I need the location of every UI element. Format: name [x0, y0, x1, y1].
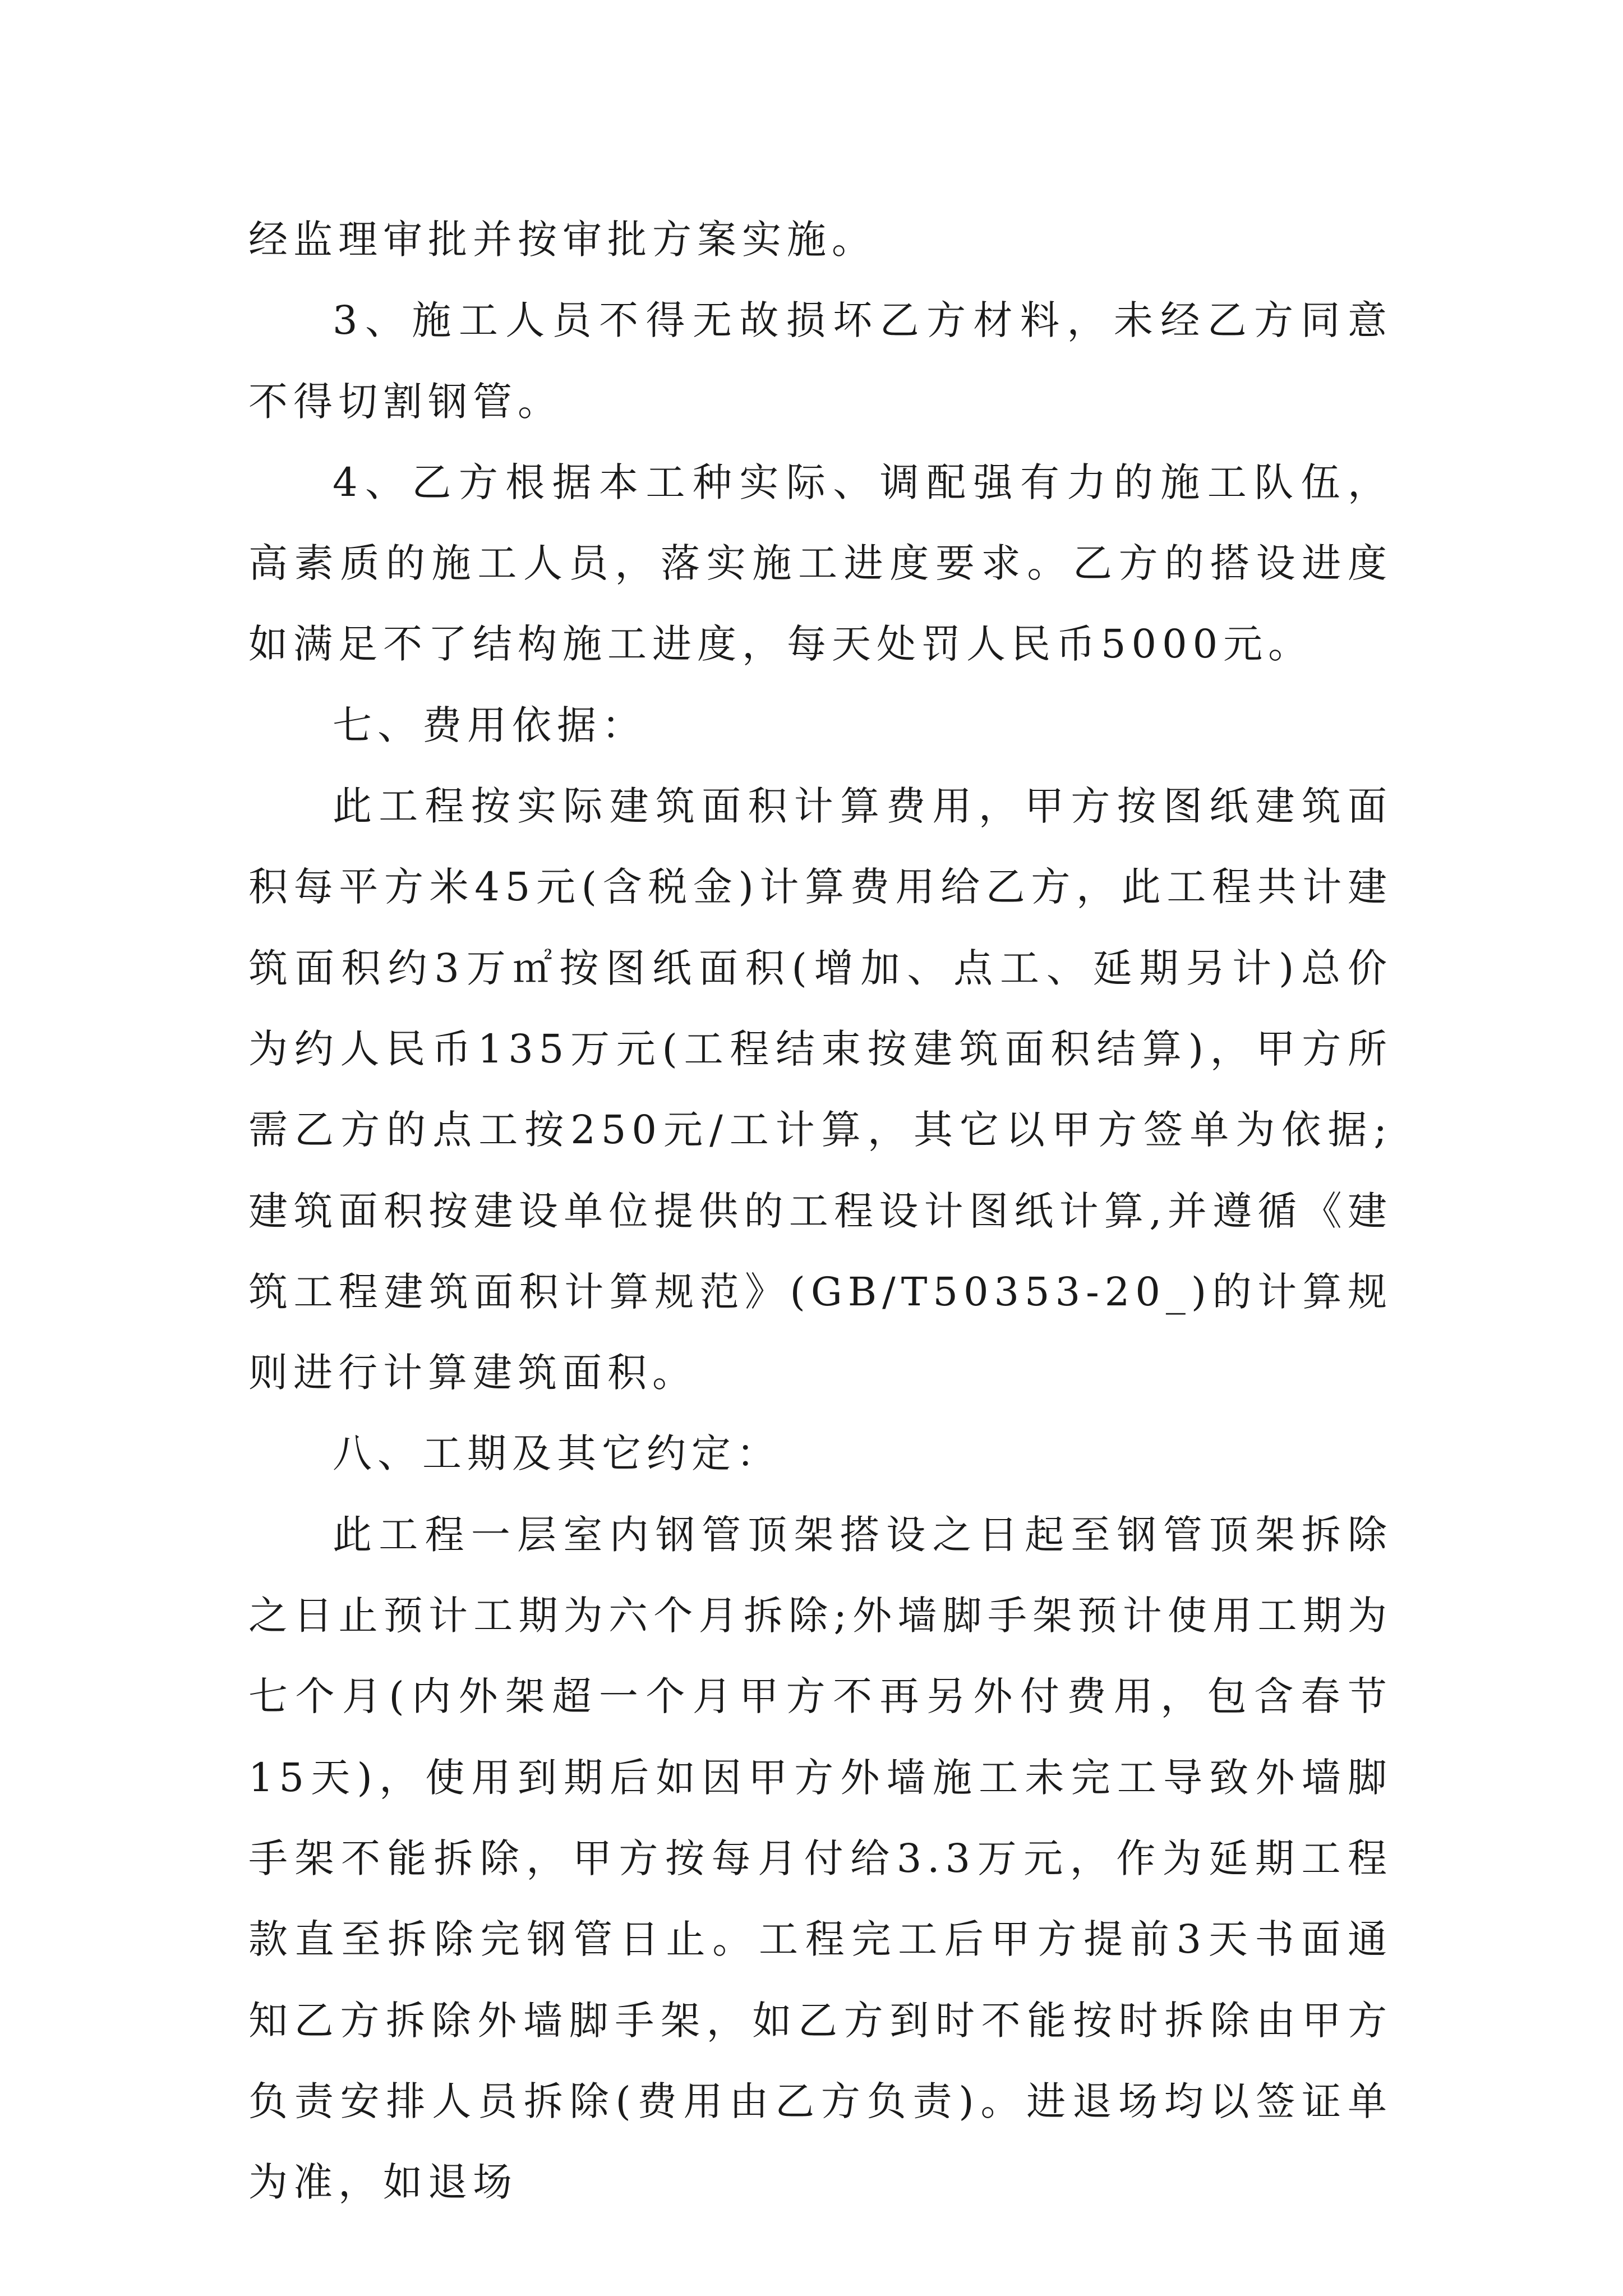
section-heading-fee-basis: 七、费用依据： [333, 702, 647, 748]
paragraph-approval: 经监理审批并按审批方案实施。 [248, 217, 877, 263]
document-body [248, 199, 1393, 2223]
paragraph-schedule: 此工程一层室内钢管顶架搭设之日起至钢管顶架拆除之日止预计工期为六个月拆除;外墙脚手架预计使用工期为七个月(内外架超一个月甲方不再另外付费用，包含春节15天)，使用到期后如因甲方外墙施工未完工导致外墙脚手架不能拆除，甲方按每月付给3.3万元，作为延期工程款直至拆除完钢管日止。工程完工后甲方提前3天书面通知乙方拆除外墙脚手架，如乙方到时不能按时拆除由甲方负责安排人员拆除(费用由乙方负责)。进退场均以签证单为准，如退场 [248, 1511, 1393, 2206]
paragraph-fee-basis: 此工程按实际建筑面积计算费用，甲方按图纸建筑面积每平方米45元(含税金)计算费用给乙方，此工程共计建筑面积约3万㎡按图纸面积(增加、点工、延期另计)总价为约人民币135万元(工程结束按建筑面积结算)，甲方所需乙方的点工按250元/工计算，其它以甲方签单为依据;建筑面积按建设单位提供的工程设计图纸计算,并遵循《建筑工程建筑面积计算规范》(GB/T50353-20_)的计算规则进行计算建筑面积。 [248, 783, 1393, 1396]
paragraph-clause-4: 4、乙方根据本工种实际、调配强有力的施工队伍，高素质的施工人员，落实施工进度要求。乙方的搭设进度如满足不了结构施工进度，每天处罚人民币5000元。 [248, 459, 1393, 668]
paragraph-clause-3: 3、施工人员不得无故损坏乙方材料，未经乙方同意不得切割钢管。 [248, 297, 1393, 425]
section-heading-schedule: 八、工期及其它约定： [333, 1430, 781, 1477]
